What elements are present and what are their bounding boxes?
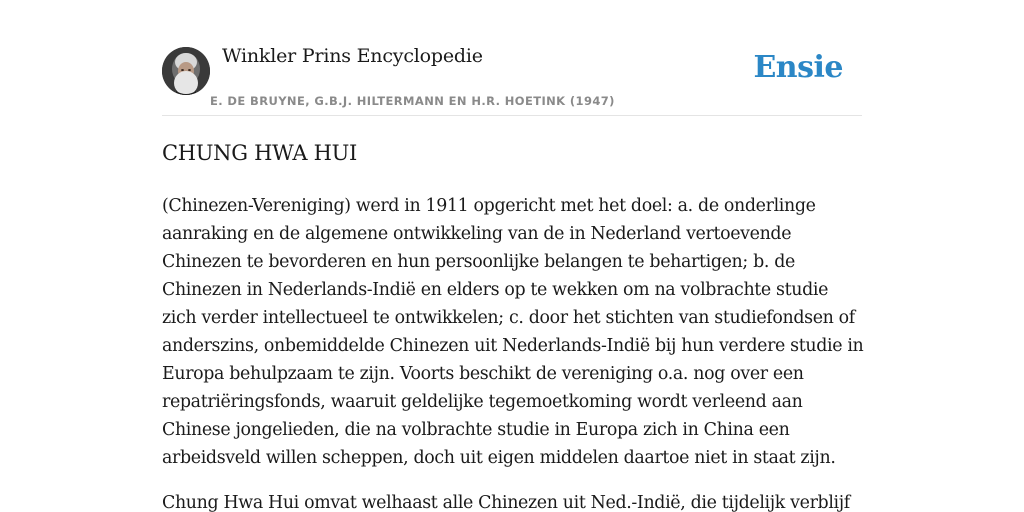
site-header [162,0,862,116]
article-body [162,192,864,512]
authors-byline: E. DE BRUYNE, G.B.J. HILTERMANN EN H.R. HOETINK (1947) [210,94,615,108]
author-avatar[interactable] [162,47,210,95]
ensie-logo-link[interactable]: Ensie [753,50,843,85]
article-paragraph: (Chinezen-Vereniging) werd in 1911 opgericht met het doel: a. de onderlinge aanraking en de algemene ontwikkeling van de in Nederland vertoevende Chinezen te bevorderen en hun persoonlijke belangen te behartigen; b. de Chinezen in Nederlands-Indië en elders op te wekken om na volbrachte studie zich verder intellectueel te ontwikkelen; c. door het stichten van studiefondsen of anderszins, onbemiddelde Chinezen uit Nederlands-Indië bij hun verdere studie in Europa behulpzaam te zijn. Voorts beschikt de vereniging o.a. nog over een repatriëringsfonds, waaruit geldelijke tegemoetkoming wordt verleend aan Chinese jongelieden, die na volbrachte studie in Europa zich in China een arbeidsveld willen scheppen, doch uit eigen middelen daartoe niet in staat zijn. [162,196,864,468]
article-title: CHUNG HWA HUI [162,141,358,165]
article-paragraph: Chung Hwa Hui omvat welhaast alle Chinezen uit Ned.-Indië, die tijdelijk verblijf [162,493,850,512]
portrait-icon [162,47,210,95]
site-title[interactable]: Winkler Prins Encyclopedie [222,45,483,67]
